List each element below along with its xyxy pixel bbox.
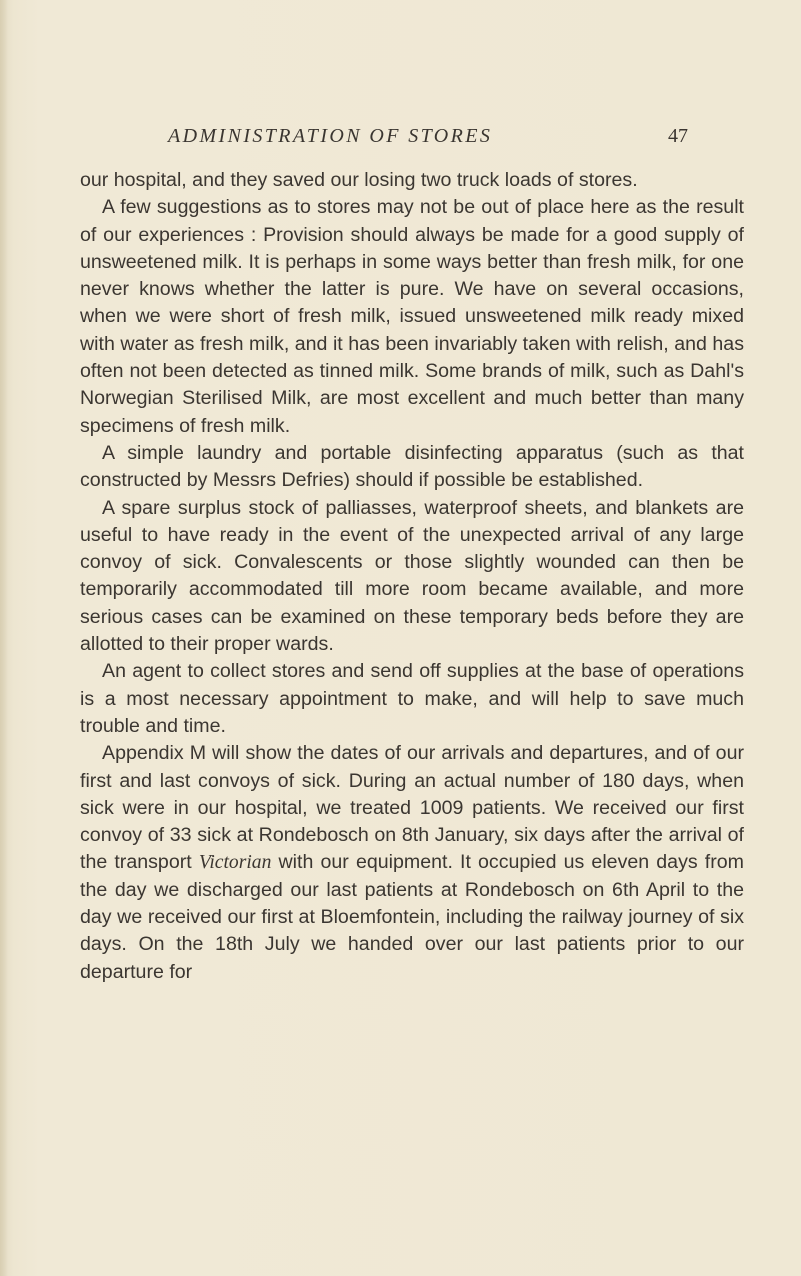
paragraph-unsweetened-milk: A few suggestions as to stores may not be out of place here as the result of our experiences : Provision should always be made for a good supply of unsweetened milk. It is perhaps in some ways better than fresh milk, for one never knows whether the latter is pure. We have on several occasions, when we were short of fresh milk, issued unsweetened milk ready mixed with water as fresh milk, and it has been invariably taken with relish, and has often not been detected as tinned milk. Some brands of milk, such as Dahl's Norwegian Sterilised Milk, are most excellent and much better than many specimens of fresh milk. (80, 196, 744, 437)
ship-name: Victorian (198, 852, 272, 874)
paragraph-appendix-m (80, 740, 744, 986)
paragraph-base-agent: An agent to collect stores and send off supplies at the base of operations is a most necessary appointment to make, and will help to save much trouble and time. (80, 660, 744, 737)
page-number: 47 (668, 125, 688, 147)
body-text (80, 167, 744, 986)
paragraph-surplus-stock: A spare surplus stock of palliasses, waterproof sheets, and blankets are useful to have ready in the event of the unexpected arrival of any large convoy of sick. Convalescents or those slightly wounded can then be temporarily accommodated till more room became available, and more serious cases can be examined on these temporary beds before they are allotted to their proper wards. (80, 496, 744, 656)
paragraph-continuation: our hospital, and they saved our losing two truck loads of stores. (80, 169, 638, 191)
appendix-text-after: with our equipment. It occupied us eleven days from the day we discharged our last patients at Rondebosch on 6th April to the day we received our first at Bloemfontein, including the railway journey of six days. On the 18th July we handed over our last patients prior to our departure for (80, 851, 744, 983)
page-header (168, 122, 688, 150)
appendix-text-before: Appendix M will show the dates of our arrivals and departures, and of our first and last convoys of sick. During an actual number of 180 days, when sick were in our hospital, we treated 1009 patients. We received our first convoy of 33 sick at Rondebosch on 8th January, six days after the arrival of the transport (80, 742, 744, 874)
paragraph-laundry-apparatus: A simple laundry and portable disinfecting apparatus (such as that constructed by Messrs Defries) should if possible be established. (80, 441, 744, 492)
page-binding-edge (0, 0, 8, 1276)
running-title: ADMINISTRATION OF STORES (168, 125, 493, 147)
